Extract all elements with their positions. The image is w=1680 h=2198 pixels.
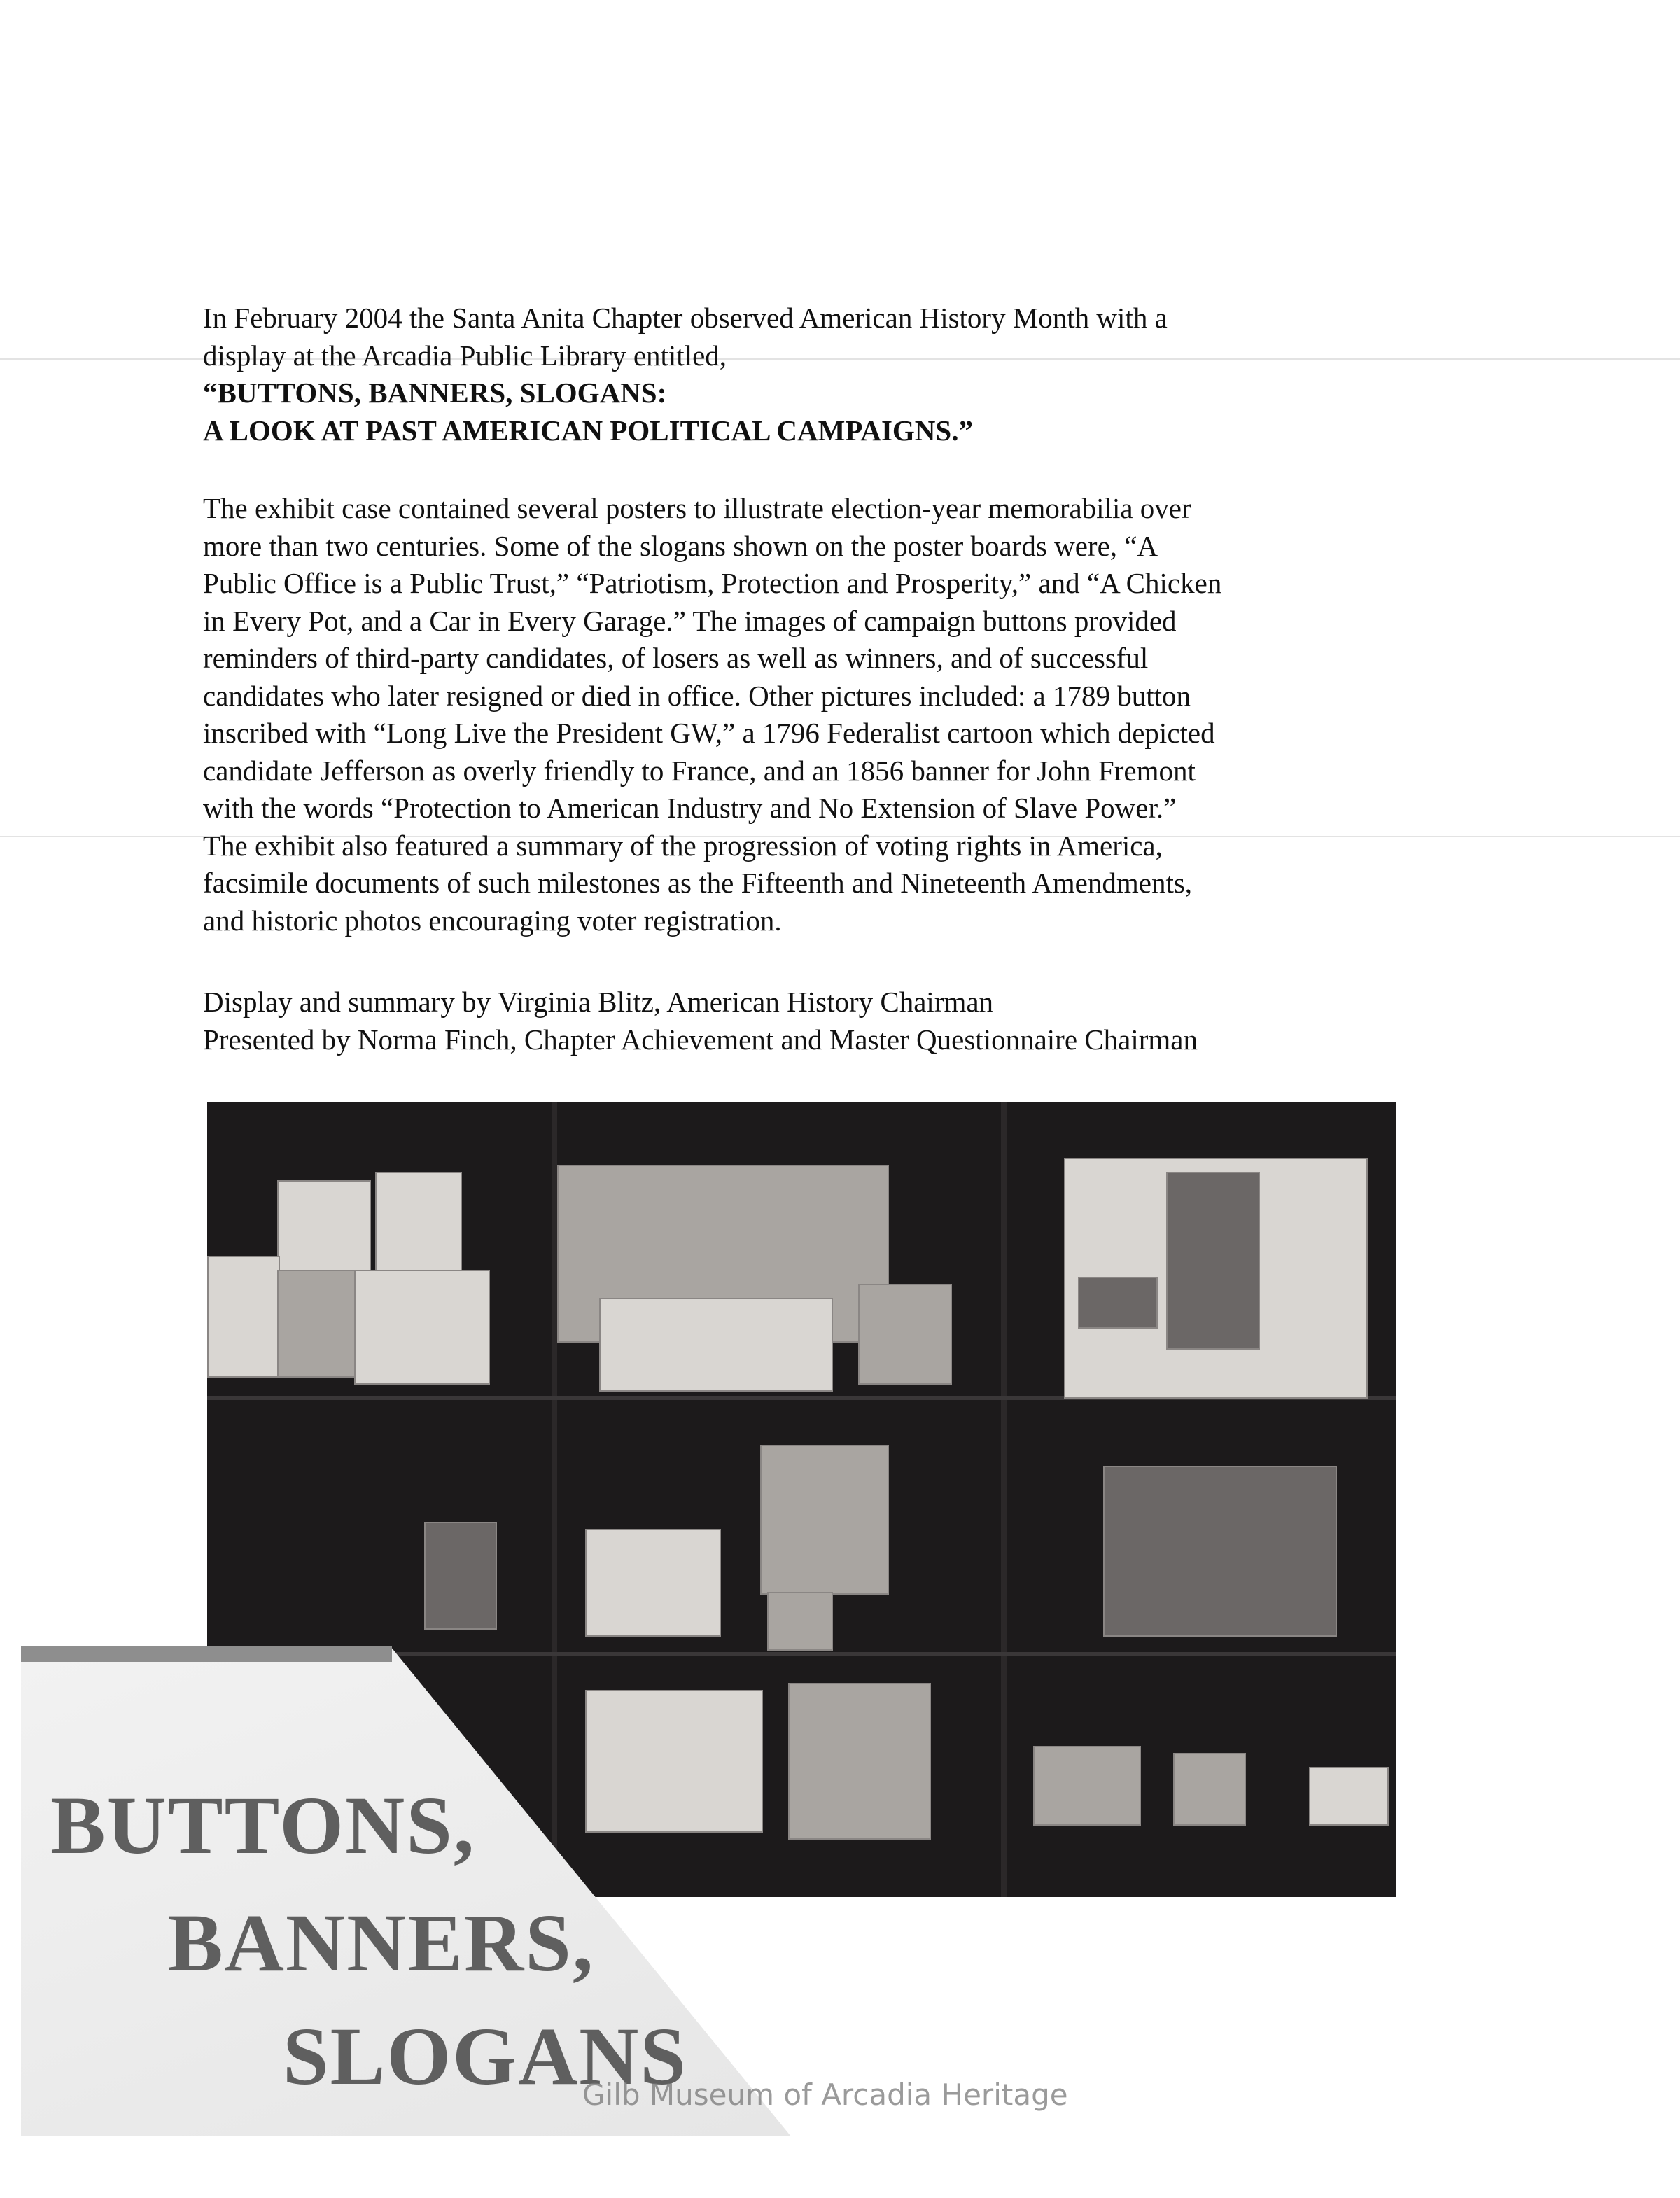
exhibit-item bbox=[424, 1522, 497, 1630]
body-line: in Every Pot, and a Car in Every Garage.” The images of campaign buttons provided bbox=[203, 604, 1177, 637]
exhibit-item bbox=[1173, 1753, 1246, 1826]
body-line: candidates who later resigned or died in office. Other pictures included: a 1789 button bbox=[203, 679, 1191, 712]
campaign-poster-board bbox=[1166, 1172, 1260, 1350]
exhibit-title: “BUTTONS, BANNERS, SLOGANS: bbox=[203, 377, 667, 409]
framed-document bbox=[207, 1256, 280, 1378]
campaign-poster-board bbox=[599, 1298, 833, 1392]
body-line: Public Office is a Public Trust,” “Patriotism, Protection and Prosperity,” and “A Chicken bbox=[203, 567, 1222, 599]
exhibit-item bbox=[585, 1529, 721, 1637]
exhibit-item bbox=[767, 1592, 833, 1651]
intro-line: In February 2004 the Santa Anita Chapter observed American History Month with a bbox=[203, 302, 1168, 334]
campaign-poster-board bbox=[858, 1284, 952, 1385]
body-line: inscribed with “Long Live the President GW,” a 1796 Federalist cartoon which depicted bbox=[203, 717, 1215, 749]
case-divider bbox=[1001, 1102, 1007, 1897]
body-line: and historic photos encouraging voter registration. bbox=[203, 904, 782, 937]
intro-line: display at the Arcadia Public Library entitled, bbox=[203, 339, 727, 372]
body-line: facsimile documents of such milestones as the Fifteenth and Nineteenth Amendments, bbox=[203, 867, 1193, 899]
body-paragraph bbox=[203, 490, 1435, 939]
exhibit-subtitle: A LOOK AT PAST AMERICAN POLITICAL CAMPAIGNS.” bbox=[203, 414, 973, 447]
body-line: more than two centuries. Some of the slogans shown on the poster boards were, “A bbox=[203, 529, 1158, 562]
campaign-poster-board bbox=[1078, 1277, 1158, 1329]
sign-line: SLOGANS bbox=[283, 2010, 687, 2102]
exhibit-item bbox=[788, 1683, 931, 1840]
case-divider bbox=[552, 1102, 557, 1897]
display-credit: Display and summary by Virginia Blitz, American History Chairman bbox=[203, 986, 994, 1018]
exhibit-item bbox=[1309, 1767, 1389, 1826]
museum-watermark: Gilb Museum of Arcadia Heritage bbox=[582, 2078, 1068, 2112]
body-line: with the words “Protection to American Industry and No Extension of Slave Power.” bbox=[203, 792, 1177, 824]
framed-document bbox=[354, 1270, 490, 1385]
exhibit-item bbox=[760, 1445, 889, 1595]
body-line: The exhibit case contained several posters to illustrate election-year memorabilia over bbox=[203, 492, 1191, 524]
exhibit-item bbox=[1103, 1466, 1337, 1637]
presenter-credit: Presented by Norma Finch, Chapter Achievement and Master Questionnaire Chairman bbox=[203, 1023, 1198, 1056]
exhibit-sign-edge bbox=[21, 1646, 392, 1662]
credits-block bbox=[203, 983, 1435, 1058]
intro-block bbox=[203, 300, 1435, 449]
body-line: candidate Jefferson as overly friendly to France, and an 1856 banner for John Fremont bbox=[203, 754, 1196, 787]
exhibit-item bbox=[1033, 1746, 1141, 1826]
sign-line: BUTTONS, bbox=[50, 1779, 476, 1871]
body-line: reminders of third-party candidates, of losers as well as winners, and of successful bbox=[203, 642, 1149, 674]
sign-line: BANNERS, bbox=[168, 1897, 595, 1989]
body-line: The exhibit also featured a summary of the progression of voting rights in America, bbox=[203, 829, 1163, 862]
exhibit-item bbox=[585, 1690, 763, 1833]
